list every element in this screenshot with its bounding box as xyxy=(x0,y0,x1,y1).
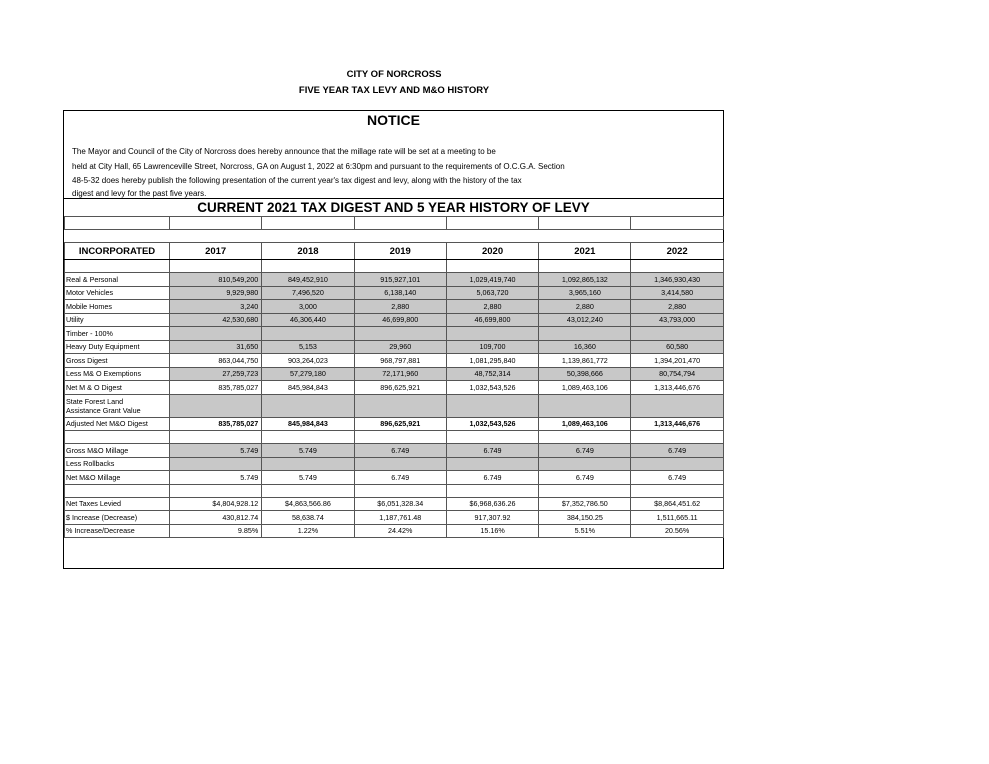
table-row-timber xyxy=(65,327,724,341)
table-row-gross-millage xyxy=(65,444,724,458)
cell: 430,812.74 xyxy=(170,511,262,525)
notice-body xyxy=(72,145,712,199)
cell: 896,625,921 xyxy=(354,417,446,431)
cell: 15.16% xyxy=(446,524,538,538)
table-row-net-mo-digest xyxy=(65,381,724,395)
year-header: 2019 xyxy=(354,243,446,260)
cell: 1,032,543,526 xyxy=(446,381,538,395)
cell: 5,063,720 xyxy=(446,286,538,300)
cell: 80,754,794 xyxy=(631,367,723,381)
cell xyxy=(446,457,538,471)
cell: 384,150.25 xyxy=(539,511,631,525)
cell: 48,752,314 xyxy=(446,367,538,381)
table-row-pct-change xyxy=(65,524,724,538)
notice-line: digest and levy for the past five years. xyxy=(72,188,207,198)
table-row-real-personal xyxy=(65,273,724,287)
row-label: Net M&O Millage xyxy=(65,471,170,485)
cell: 60,580 xyxy=(631,340,723,354)
cell: 6.749 xyxy=(446,471,538,485)
cell: 9.85% xyxy=(170,524,262,538)
year-header: 2020 xyxy=(446,243,538,260)
notice-line: The Mayor and Council of the City of Norcross does hereby announce that the millage rate will be set at a meeting to be xyxy=(72,147,496,156)
row-label-line: State Forest Land xyxy=(66,396,124,406)
cell: 46,699,800 xyxy=(446,313,538,327)
row-label xyxy=(65,394,170,417)
row-label: Less Rollbacks xyxy=(65,457,170,471)
cell: 16,360 xyxy=(539,340,631,354)
cell: 2,880 xyxy=(539,300,631,314)
cell xyxy=(354,327,446,341)
levy-history-table xyxy=(64,216,724,538)
cell xyxy=(446,327,538,341)
cell: 3,965,160 xyxy=(539,286,631,300)
cell xyxy=(446,394,538,417)
notice-frame xyxy=(63,110,724,569)
row-label-line: Assistance Grant Value xyxy=(66,405,141,415)
cell: 849,452,910 xyxy=(262,273,354,287)
cell xyxy=(631,457,723,471)
cell xyxy=(631,327,723,341)
cell: 835,785,027 xyxy=(170,417,262,431)
cell: 810,549,200 xyxy=(170,273,262,287)
row-label: Utility xyxy=(65,313,170,327)
cell xyxy=(354,457,446,471)
row-label: Net M & O Digest xyxy=(65,381,170,395)
cell xyxy=(262,394,354,417)
cell: 24.42% xyxy=(354,524,446,538)
spacer-row xyxy=(65,484,724,497)
cell: 29,960 xyxy=(354,340,446,354)
cell: 1,346,930,430 xyxy=(631,273,723,287)
cell: 2,880 xyxy=(354,300,446,314)
spacer-row xyxy=(65,217,724,230)
document-subtitle: FIVE YEAR TAX LEVY AND M&O HISTORY xyxy=(298,85,490,96)
table-row-dollar-change xyxy=(65,511,724,525)
cell: 46,699,800 xyxy=(354,313,446,327)
cell xyxy=(262,457,354,471)
cell: 896,625,921 xyxy=(354,381,446,395)
notice-line: 48-5-32 does hereby publish the following presentation of the current year's tax digest and levy, along with the history of the tax xyxy=(72,176,522,185)
cell: 46,306,440 xyxy=(262,313,354,327)
cell xyxy=(539,327,631,341)
spacer-row xyxy=(65,230,724,243)
cell: 3,000 xyxy=(262,300,354,314)
row-label: Timber - 100% xyxy=(65,327,170,341)
cell: 27,259,723 xyxy=(170,367,262,381)
row-label: Heavy Duty Equipment xyxy=(65,340,170,354)
spacer-row xyxy=(65,431,724,444)
cell: $6,051,328.34 xyxy=(354,497,446,511)
table-row-net-millage xyxy=(65,471,724,485)
cell: 6,138,140 xyxy=(354,286,446,300)
cell: 5.749 xyxy=(170,444,262,458)
year-header: 2018 xyxy=(262,243,354,260)
cell: $8,864,451.62 xyxy=(631,497,723,511)
notice-title: NOTICE xyxy=(367,112,420,128)
cell: 1,313,446,676 xyxy=(631,381,723,395)
cell: 72,171,960 xyxy=(354,367,446,381)
city-title: CITY OF NORCROSS xyxy=(346,69,442,80)
cell: 1,511,665.11 xyxy=(631,511,723,525)
cell: 2,880 xyxy=(446,300,538,314)
row-label: Gross Digest xyxy=(65,354,170,368)
table-row-less-rollbacks xyxy=(65,457,724,471)
corner-header: INCORPORATED xyxy=(65,243,170,260)
cell: 1,313,446,676 xyxy=(631,417,723,431)
cell: 1,032,543,526 xyxy=(446,417,538,431)
row-label: Less M& O Exemptions xyxy=(65,367,170,381)
cell: 3,240 xyxy=(170,300,262,314)
cell: 6.749 xyxy=(631,471,723,485)
cell: 43,012,240 xyxy=(539,313,631,327)
table-row-state-forest xyxy=(65,394,724,417)
table-row-less-exemptions xyxy=(65,367,724,381)
cell: 109,700 xyxy=(446,340,538,354)
table-row-mobile-homes xyxy=(65,300,724,314)
cell: 5.51% xyxy=(539,524,631,538)
cell: 3,414,580 xyxy=(631,286,723,300)
header-row xyxy=(65,243,724,260)
cell xyxy=(631,394,723,417)
row-label: Net Taxes Levied xyxy=(65,497,170,511)
cell: 6.749 xyxy=(539,471,631,485)
cell: 845,984,843 xyxy=(262,381,354,395)
row-label: Motor Vehicles xyxy=(65,286,170,300)
cell: $4,863,566.86 xyxy=(262,497,354,511)
cell: $4,804,928.12 xyxy=(170,497,262,511)
table-row-motor-vehicles xyxy=(65,286,724,300)
row-label: Mobile Homes xyxy=(65,300,170,314)
cell: 5,153 xyxy=(262,340,354,354)
cell: 6.749 xyxy=(354,444,446,458)
cell: 20.56% xyxy=(631,524,723,538)
cell xyxy=(539,457,631,471)
cell: 1,092,865,132 xyxy=(539,273,631,287)
cell: 6.749 xyxy=(354,471,446,485)
row-label: Real & Personal xyxy=(65,273,170,287)
row-label: Adjusted Net M&O Digest xyxy=(65,417,170,431)
cell: 9,929,980 xyxy=(170,286,262,300)
cell: 968,797,881 xyxy=(354,354,446,368)
cell: 845,984,843 xyxy=(262,417,354,431)
cell: 1,139,861,772 xyxy=(539,354,631,368)
cell: 5.749 xyxy=(262,444,354,458)
cell: 903,264,023 xyxy=(262,354,354,368)
row-label: $ Increase (Decrease) xyxy=(65,511,170,525)
year-header: 2021 xyxy=(539,243,631,260)
notice-line: held at City Hall, 65 Lawrenceville Street, Norcross, GA on August 1, 2022 at 6:30pm and pursuant to the requirements of O.C.G.A. Section xyxy=(72,161,565,171)
cell xyxy=(170,327,262,341)
cell: 43,793,000 xyxy=(631,313,723,327)
cell xyxy=(539,394,631,417)
table-row-heavy-duty-equipment xyxy=(65,340,724,354)
cell: 6.749 xyxy=(446,444,538,458)
cell xyxy=(170,394,262,417)
row-label: Gross M&O Millage xyxy=(65,444,170,458)
cell: 6.749 xyxy=(631,444,723,458)
cell: 915,927,101 xyxy=(354,273,446,287)
table-title: CURRENT 2021 TAX DIGEST AND 5 YEAR HISTORY OF LEVY xyxy=(64,198,723,217)
row-label: % Increase/Decrease xyxy=(65,524,170,538)
cell: 2,880 xyxy=(631,300,723,314)
cell: 1.22% xyxy=(262,524,354,538)
cell: 5.749 xyxy=(170,471,262,485)
cell: 917,307.92 xyxy=(446,511,538,525)
cell: 1,081,295,840 xyxy=(446,354,538,368)
cell: 1,187,761.48 xyxy=(354,511,446,525)
cell: 5.749 xyxy=(262,471,354,485)
year-header: 2017 xyxy=(170,243,262,260)
cell: 863,044,750 xyxy=(170,354,262,368)
cell: 58,638.74 xyxy=(262,511,354,525)
table-row-gross-digest xyxy=(65,354,724,368)
table-row-net-taxes-levied xyxy=(65,497,724,511)
cell xyxy=(354,394,446,417)
spacer-row xyxy=(65,260,724,273)
cell: 1,394,201,470 xyxy=(631,354,723,368)
cell xyxy=(262,327,354,341)
cell: 31,650 xyxy=(170,340,262,354)
table-row-adjusted-net xyxy=(65,417,724,431)
cell: 1,029,419,740 xyxy=(446,273,538,287)
cell: 835,785,027 xyxy=(170,381,262,395)
cell: 57,279,180 xyxy=(262,367,354,381)
cell: $7,352,786.50 xyxy=(539,497,631,511)
cell: 1,089,463,106 xyxy=(539,381,631,395)
table-row-utility xyxy=(65,313,724,327)
cell: 42,530,680 xyxy=(170,313,262,327)
cell: 50,398,666 xyxy=(539,367,631,381)
cell: 6.749 xyxy=(539,444,631,458)
cell xyxy=(170,457,262,471)
cell: 7,496,520 xyxy=(262,286,354,300)
year-header: 2022 xyxy=(631,243,723,260)
cell: 1,089,463,106 xyxy=(539,417,631,431)
cell: $6,968,636.26 xyxy=(446,497,538,511)
